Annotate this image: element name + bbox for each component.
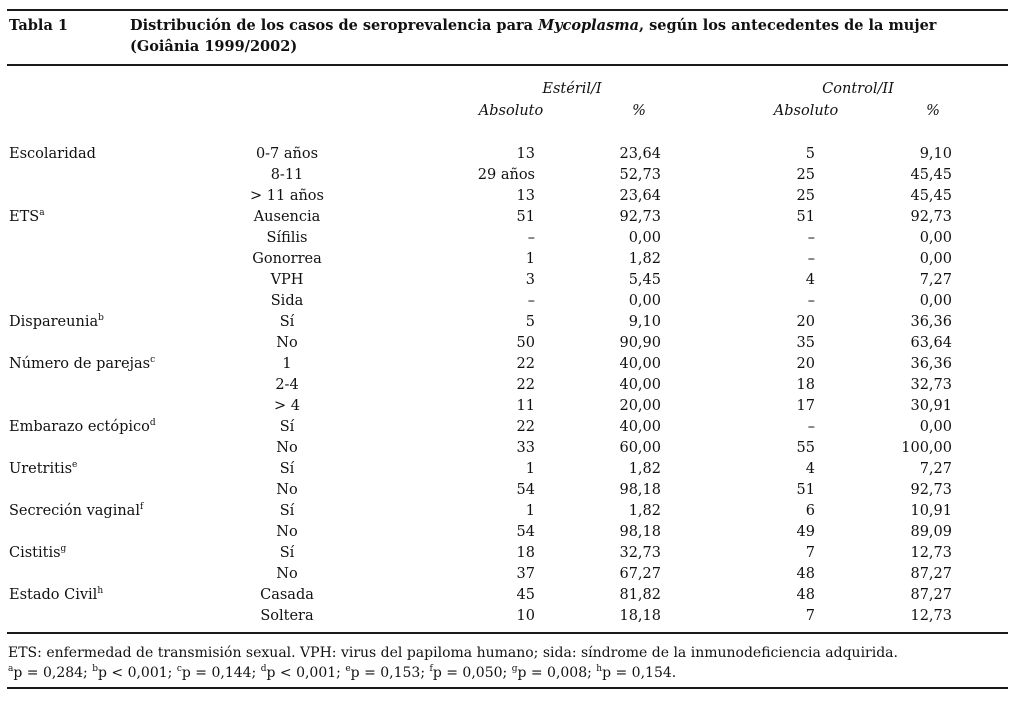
cell-esteril-absoluto: 22 bbox=[516, 419, 535, 435]
pvalue-marker: a bbox=[8, 664, 14, 674]
cell-esteril-absoluto: 54 bbox=[516, 482, 535, 498]
cell-control-pct: 87,27 bbox=[910, 587, 952, 603]
row-category: No bbox=[276, 440, 298, 456]
row-label: Escolaridad bbox=[9, 146, 96, 162]
pvalue-marker: e bbox=[345, 664, 351, 674]
cell-control-pct: 32,73 bbox=[910, 377, 952, 393]
top-rule bbox=[7, 9, 1008, 11]
cell-esteril-pct: 40,00 bbox=[619, 419, 661, 435]
row-category: Sí bbox=[279, 461, 295, 477]
cell-control-pct: 36,36 bbox=[910, 314, 952, 330]
cell-control-absoluto: 4 bbox=[805, 461, 815, 477]
cell-control-absoluto: 35 bbox=[796, 335, 815, 351]
cell-esteril-pct: 1,82 bbox=[628, 251, 661, 267]
cell-esteril-absoluto: 10 bbox=[516, 608, 535, 624]
row-category: 8-11 bbox=[270, 167, 304, 183]
pvalue-marker: d bbox=[260, 664, 267, 674]
cell-esteril-absoluto: 18 bbox=[516, 545, 535, 561]
subheader-absoluto-1: Absoluto bbox=[478, 103, 544, 119]
row-category: Sida bbox=[270, 293, 304, 309]
final-rule bbox=[7, 687, 1008, 689]
cell-control-absoluto: 51 bbox=[796, 209, 815, 225]
cell-esteril-absoluto: – bbox=[527, 230, 535, 246]
cell-control-pct: 12,73 bbox=[910, 608, 952, 624]
cell-control-absoluto: 48 bbox=[796, 566, 815, 582]
cell-esteril-pct: 0,00 bbox=[628, 293, 661, 309]
row-category: No bbox=[276, 335, 298, 351]
cell-control-pct: 7,27 bbox=[919, 272, 952, 288]
row-category: VPH bbox=[270, 272, 304, 288]
pvalue-marker: f bbox=[429, 664, 433, 674]
cell-esteril-pct: 5,45 bbox=[628, 272, 661, 288]
cell-esteril-absoluto: 22 bbox=[516, 377, 535, 393]
group-header-control: Control/II bbox=[822, 81, 894, 97]
bottom-table-rule bbox=[7, 632, 1008, 634]
row-category: No bbox=[276, 524, 298, 540]
cell-control-absoluto: 49 bbox=[796, 524, 815, 540]
pvalue-text: p = 0,153; bbox=[350, 665, 426, 681]
cell-control-absoluto: 18 bbox=[796, 377, 815, 393]
cell-control-absoluto: 4 bbox=[805, 272, 815, 288]
row-category: Sí bbox=[279, 503, 295, 519]
pvalue-text: p = 0,144; bbox=[181, 665, 257, 681]
cell-esteril-absoluto: 29 años bbox=[477, 167, 535, 183]
cell-control-pct: 89,09 bbox=[910, 524, 952, 540]
group-header-esteril: Estéril/I bbox=[542, 81, 602, 97]
pvalue-text: p = 0,008; bbox=[517, 665, 592, 681]
cell-esteril-absoluto: 45 bbox=[516, 587, 535, 603]
row-category: Sí bbox=[279, 419, 295, 435]
row-category: 0-7 años bbox=[255, 146, 319, 162]
subheader-pct-1: % bbox=[632, 103, 646, 119]
cell-esteril-pct: 32,73 bbox=[619, 545, 661, 561]
cell-esteril-pct: 92,73 bbox=[619, 209, 661, 225]
cell-esteril-absoluto: 22 bbox=[516, 356, 535, 372]
cell-control-absoluto: 51 bbox=[796, 482, 815, 498]
cell-control-absoluto: 55 bbox=[796, 440, 815, 456]
cell-esteril-absoluto: 37 bbox=[516, 566, 535, 582]
cell-esteril-absoluto: 54 bbox=[516, 524, 535, 540]
cell-esteril-absoluto: 50 bbox=[516, 335, 535, 351]
row-category: No bbox=[276, 566, 298, 582]
cell-control-absoluto: 7 bbox=[805, 608, 815, 624]
cell-control-pct: 92,73 bbox=[910, 482, 952, 498]
cell-esteril-absoluto: 33 bbox=[516, 440, 535, 456]
cell-control-absoluto: – bbox=[807, 230, 815, 246]
row-category: Ausencia bbox=[253, 209, 321, 225]
cell-control-absoluto: – bbox=[807, 293, 815, 309]
cell-control-pct: 9,10 bbox=[919, 146, 952, 162]
cell-control-absoluto: 25 bbox=[796, 188, 815, 204]
row-category: Sífilis bbox=[266, 230, 308, 246]
cell-esteril-absoluto: 3 bbox=[525, 272, 535, 288]
row-label: Número de parejas$^c$ bbox=[9, 355, 156, 372]
row-label: Cistitis$^g$ bbox=[9, 544, 67, 561]
cell-esteril-pct: 90,90 bbox=[619, 335, 661, 351]
row-label: Uretritis$^e$ bbox=[9, 460, 78, 477]
row-category: No bbox=[276, 482, 298, 498]
table-number: Tabla 1 bbox=[9, 17, 68, 34]
cell-esteril-pct: 67,27 bbox=[619, 566, 661, 582]
cell-control-absoluto: 20 bbox=[796, 314, 815, 330]
pvalue-text: p < 0,001; bbox=[266, 665, 341, 681]
row-category: > 4 bbox=[274, 398, 300, 414]
table-title-line2: (Goiânia 1999/2002) bbox=[130, 38, 298, 55]
cell-control-absoluto: 48 bbox=[796, 587, 815, 603]
cell-control-absoluto: 7 bbox=[805, 545, 815, 561]
cell-control-pct: 10,91 bbox=[910, 503, 952, 519]
cell-esteril-pct: 18,18 bbox=[619, 608, 661, 624]
footnote-abbreviations: ETS: enfermedad de transmisión sexual. VPH: virus del papiloma humano; sida: síndrome de la inmunodeficiencia adquirida. bbox=[8, 645, 898, 661]
row-category: Casada bbox=[260, 587, 314, 603]
cell-control-pct: 63,64 bbox=[910, 335, 952, 351]
cell-esteril-pct: 1,82 bbox=[628, 461, 661, 477]
header-rule bbox=[7, 64, 1008, 66]
subheader-pct-2: % bbox=[926, 103, 940, 119]
pvalue-text: p < 0,001; bbox=[97, 665, 173, 681]
cell-esteril-absoluto: 13 bbox=[516, 146, 535, 162]
cell-control-pct: 30,91 bbox=[910, 398, 952, 414]
pvalue-marker: g bbox=[511, 664, 518, 674]
cell-control-pct: 87,27 bbox=[910, 566, 952, 582]
cell-control-pct: 0,00 bbox=[919, 251, 952, 267]
cell-control-absoluto: 5 bbox=[805, 146, 815, 162]
row-category: > 11 años bbox=[250, 188, 324, 204]
cell-control-pct: 0,00 bbox=[919, 230, 952, 246]
row-category: 2-4 bbox=[275, 377, 299, 393]
row-category: Soltera bbox=[260, 608, 314, 624]
cell-esteril-pct: 20,00 bbox=[619, 398, 661, 414]
cell-control-absoluto: – bbox=[807, 251, 815, 267]
cell-control-pct: 12,73 bbox=[910, 545, 952, 561]
cell-control-absoluto: 17 bbox=[796, 398, 815, 414]
pvalue-text: p = 0,154. bbox=[602, 665, 677, 681]
row-label: Secreción vaginal$^f$ bbox=[9, 502, 144, 519]
subheader-absoluto-2: Absoluto bbox=[773, 103, 839, 119]
cell-esteril-absoluto: 13 bbox=[516, 188, 535, 204]
cell-esteril-pct: 60,00 bbox=[619, 440, 661, 456]
cell-control-pct: 45,45 bbox=[910, 188, 952, 204]
cell-esteril-absoluto: 1 bbox=[525, 503, 535, 519]
footnote-pvalues bbox=[8, 664, 676, 682]
cell-esteril-pct: 23,64 bbox=[619, 146, 661, 162]
cell-esteril-absoluto: – bbox=[527, 293, 535, 309]
row-category: Sí bbox=[279, 545, 295, 561]
row-label: ETS$^a$ bbox=[9, 208, 45, 225]
cell-esteril-pct: 40,00 bbox=[619, 377, 661, 393]
table-title: Distribución de los casos de seroprevalencia para Mycoplasma, según los antecedentes de la mujer bbox=[130, 17, 937, 34]
cell-esteril-pct: 23,64 bbox=[619, 188, 661, 204]
row-category: Sí bbox=[279, 314, 295, 330]
cell-esteril-absoluto: 11 bbox=[516, 398, 535, 414]
cell-esteril-pct: 1,82 bbox=[628, 503, 661, 519]
cell-control-pct: 92,73 bbox=[910, 209, 952, 225]
cell-control-absoluto: 6 bbox=[805, 503, 815, 519]
pvalue-marker: c bbox=[176, 664, 182, 674]
cell-control-absoluto: – bbox=[807, 419, 815, 435]
cell-esteril-pct: 0,00 bbox=[628, 230, 661, 246]
cell-control-absoluto: 25 bbox=[796, 167, 815, 183]
cell-control-pct: 45,45 bbox=[910, 167, 952, 183]
cell-esteril-absoluto: 51 bbox=[516, 209, 535, 225]
row-label: Dispareunia$^b$ bbox=[9, 313, 104, 330]
cell-esteril-pct: 9,10 bbox=[628, 314, 661, 330]
cell-control-pct: 0,00 bbox=[919, 293, 952, 309]
cell-esteril-pct: 52,73 bbox=[619, 167, 661, 183]
pvalue-marker: h bbox=[596, 664, 603, 674]
pvalue-text: p = 0,050; bbox=[432, 665, 508, 681]
cell-esteril-pct: 40,00 bbox=[619, 356, 661, 372]
cell-esteril-absoluto: 5 bbox=[525, 314, 535, 330]
row-label: Embarazo ectópico$^d$ bbox=[9, 418, 156, 435]
cell-esteril-absoluto: 1 bbox=[525, 461, 535, 477]
cell-esteril-pct: 98,18 bbox=[619, 482, 661, 498]
row-category: Gonorrea bbox=[252, 251, 322, 267]
cell-control-pct: 36,36 bbox=[910, 356, 952, 372]
cell-esteril-pct: 98,18 bbox=[619, 524, 661, 540]
pvalue-text: p = 0,284; bbox=[13, 665, 88, 681]
cell-esteril-absoluto: 1 bbox=[525, 251, 535, 267]
cell-control-pct: 7,27 bbox=[919, 461, 952, 477]
cell-control-absoluto: 20 bbox=[796, 356, 815, 372]
row-label: Estado Civil$^h$ bbox=[9, 586, 104, 603]
row-category: 1 bbox=[282, 356, 292, 372]
cell-control-pct: 0,00 bbox=[919, 419, 952, 435]
cell-control-pct: 100,00 bbox=[901, 440, 952, 456]
pvalue-marker: b bbox=[92, 664, 98, 674]
cell-esteril-pct: 81,82 bbox=[619, 587, 661, 603]
